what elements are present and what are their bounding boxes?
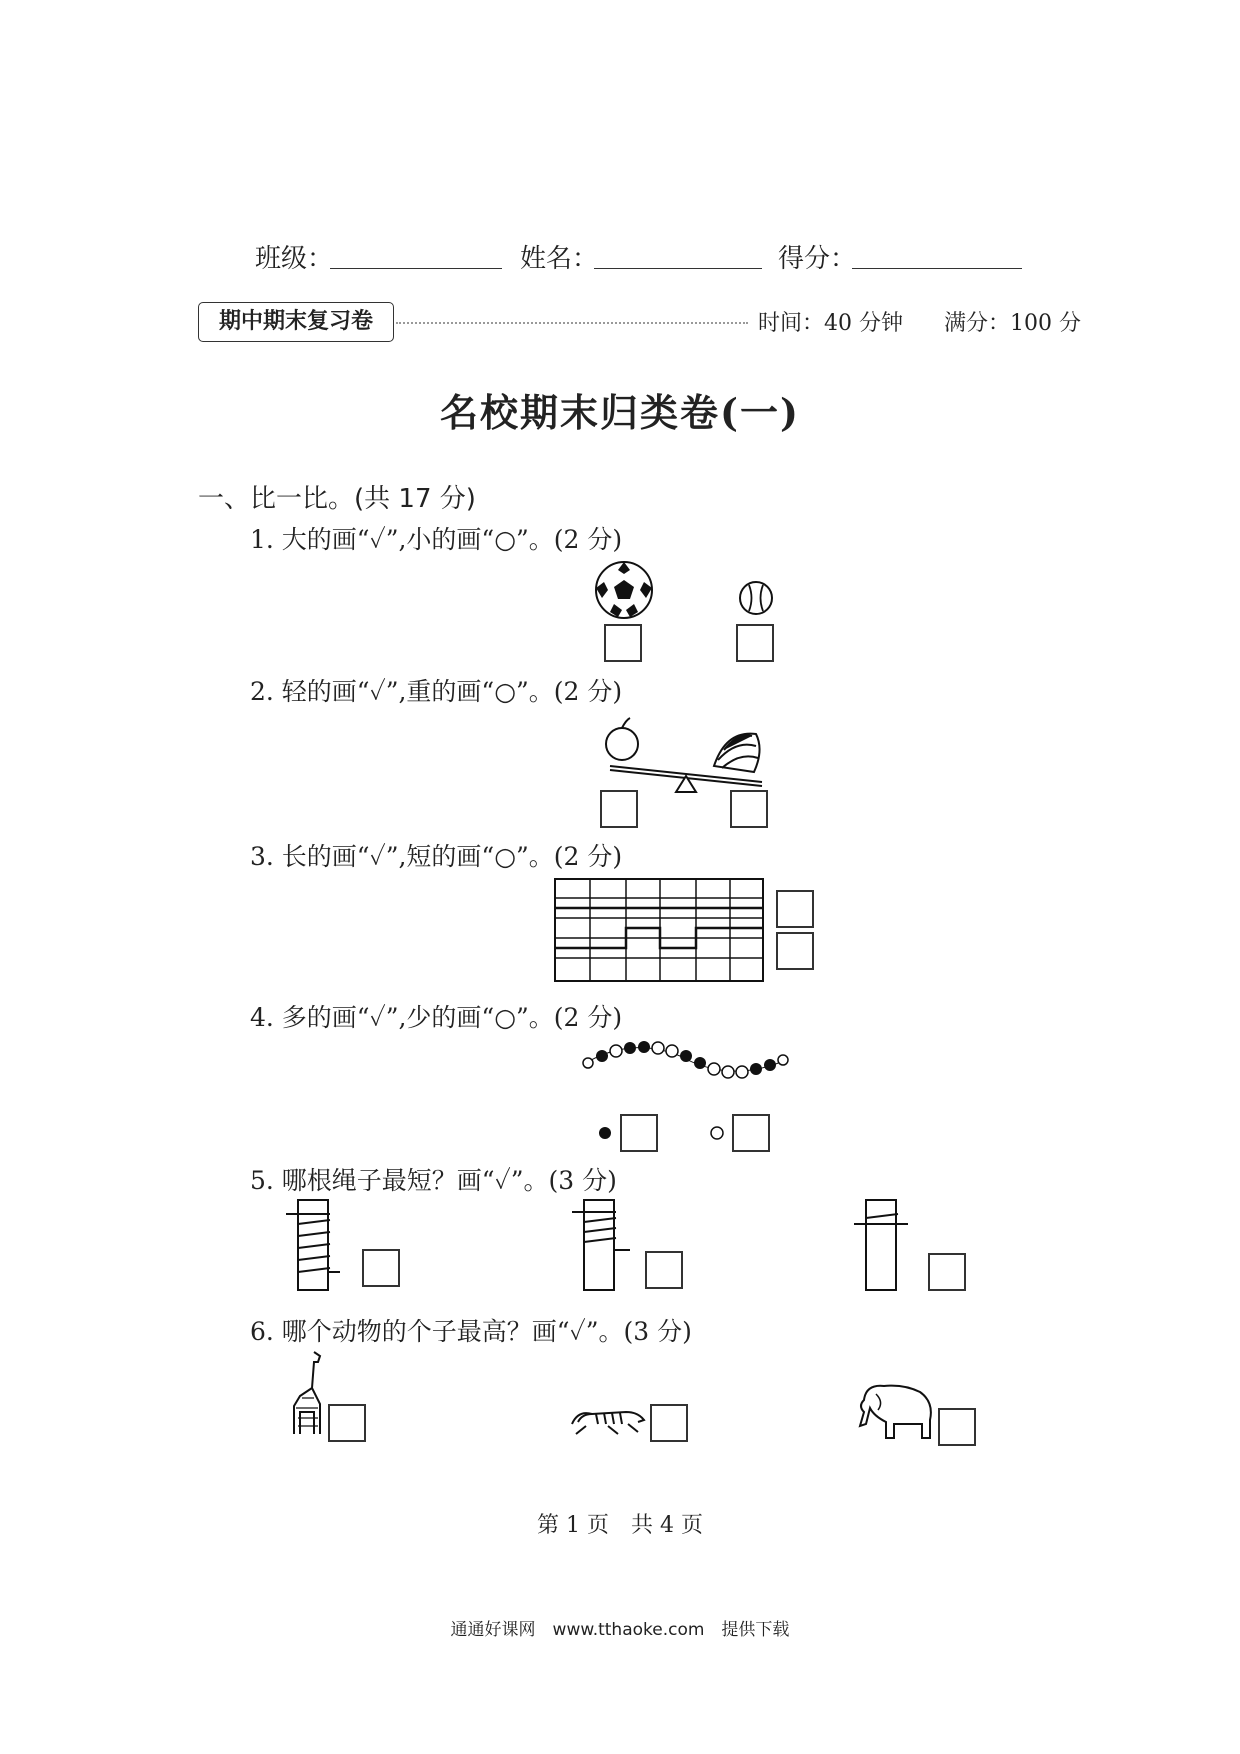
question-6: 6. 哪个动物的个子最高？画“✓”。(3 分) xyxy=(250,1317,692,1346)
baseball-icon xyxy=(738,580,774,616)
answer-box[interactable] xyxy=(328,1404,366,1442)
elephant-icon xyxy=(854,1380,936,1442)
answer-box[interactable] xyxy=(928,1253,966,1291)
rope-wrap-1-icon xyxy=(286,1198,346,1294)
class-field[interactable] xyxy=(330,268,502,269)
answer-box[interactable] xyxy=(776,890,814,928)
white-bead-icon xyxy=(710,1126,724,1140)
giraffe-icon xyxy=(284,1348,328,1438)
grid-lines-icon xyxy=(554,878,766,984)
seesaw-apple-banana-icon xyxy=(596,710,776,790)
dotted-divider xyxy=(396,322,748,324)
answer-box[interactable] xyxy=(620,1114,658,1152)
bead-string-icon xyxy=(580,1040,790,1090)
answer-box[interactable] xyxy=(732,1114,770,1152)
full-score: 满分：100 分 xyxy=(944,311,1081,336)
page-title: 名校期末归类卷(一) xyxy=(440,390,800,435)
section-heading: 一、比一比。(共 17 分) xyxy=(198,484,476,514)
class-label: 班级： xyxy=(255,244,334,274)
download-credit: 通通好课网 www.tthaoke.com 提供下载 xyxy=(450,1620,790,1640)
exam-type-tag: 期中期末复习卷 xyxy=(198,302,394,342)
answer-box[interactable] xyxy=(362,1249,400,1287)
soccer-ball-icon xyxy=(594,560,654,620)
name-label: 姓名： xyxy=(520,244,599,274)
page-number: 第 1 页 共 4 页 xyxy=(537,1513,703,1538)
question-2: 2. 轻的画“✓”,重的画“○”。(2 分) xyxy=(250,677,623,706)
question-3: 3. 长的画“✓”,短的画“○”。(2 分) xyxy=(250,842,623,871)
question-4: 4. 多的画“✓”,少的画“○”。(2 分) xyxy=(250,1003,623,1032)
score-label: 得分： xyxy=(778,244,857,274)
score-field[interactable] xyxy=(852,268,1022,269)
answer-box[interactable] xyxy=(730,790,768,828)
answer-box[interactable] xyxy=(604,624,642,662)
rope-wrap-3-icon xyxy=(854,1198,914,1294)
answer-box[interactable] xyxy=(645,1251,683,1289)
answer-box[interactable] xyxy=(776,932,814,970)
rope-wrap-2-icon xyxy=(572,1198,632,1294)
answer-box[interactable] xyxy=(600,790,638,828)
answer-box[interactable] xyxy=(938,1408,976,1446)
answer-box[interactable] xyxy=(650,1404,688,1442)
name-field[interactable] xyxy=(594,268,762,269)
time-limit: 时间：40 分钟 xyxy=(758,311,903,336)
tiger-icon xyxy=(568,1400,648,1440)
question-5: 5. 哪根绳子最短？画“✓”。(3 分) xyxy=(250,1166,617,1195)
answer-box[interactable] xyxy=(736,624,774,662)
black-bead-icon xyxy=(598,1126,612,1140)
question-1: 1. 大的画“✓”,小的画“○”。(2 分) xyxy=(250,525,623,554)
